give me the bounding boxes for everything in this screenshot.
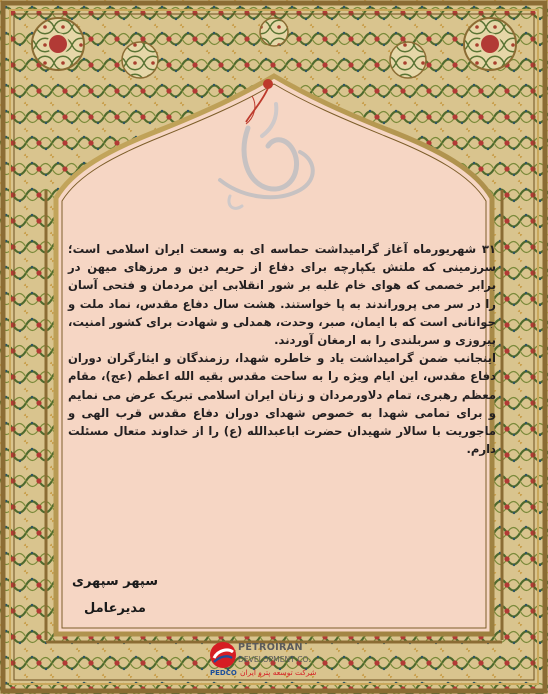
- logo-subtitle: DEVELOPMENT CO.: [238, 655, 311, 664]
- signatory-title: مدیرعامل: [84, 601, 146, 616]
- letter-paragraph-1: ۳۱ شهریورماه آغاز گرامیداشت حماسه ای به وسعت ایران اسلامی است؛ سرزمینی که ملتش یکپارچه برای دفاع از حریم دین و مرزهای میهن در برابر خصمی که هوای خام غلبه بر شور انقلابی این مردمان و فتحی آسان را در سر می پروراندند به پا خواستند. هشت سال دفاع مقدس، نماد ملت و جوانانی است که با ایمان، صبر، وحدت، همدلی و شهادت برای کشور امنیت، پیروزی و سربلندی را به ارمغان آوردند.: [68, 242, 496, 348]
- signatory-name: سپهر سپهری: [72, 574, 158, 589]
- letter-body: [68, 240, 496, 458]
- signature-block: [72, 568, 158, 622]
- petroiran-logo-icon: [208, 640, 238, 670]
- company-logo: [206, 638, 344, 694]
- logo-name-fa: شرکت توسعه پترو ایران: [240, 668, 317, 677]
- logo-company-name: PETROIRAN: [238, 642, 303, 653]
- letter-paragraph-2: اینجانب ضمن گرامیداشت یاد و خاطره شهدا، رزمندگان و ایثارگران دوران دفاع مقدس، این ایام ویژه را به ساحت مقدس بقیه الله اعظم (عج)، مقام معظم رهبری، تمام دلاورمردان و زنان ایران اسلامی تبریک عرض می نمایم و برای تمامی شهدا به خصوص شهدای دوران دفاع مقدس قرب الهی و ماجوریت با سالار شهیدان حضرت اباعبدالله (ع) را از خداوند متعال مسئلت دارم.: [68, 351, 496, 457]
- logo-abbreviation: PEDCO: [210, 669, 237, 677]
